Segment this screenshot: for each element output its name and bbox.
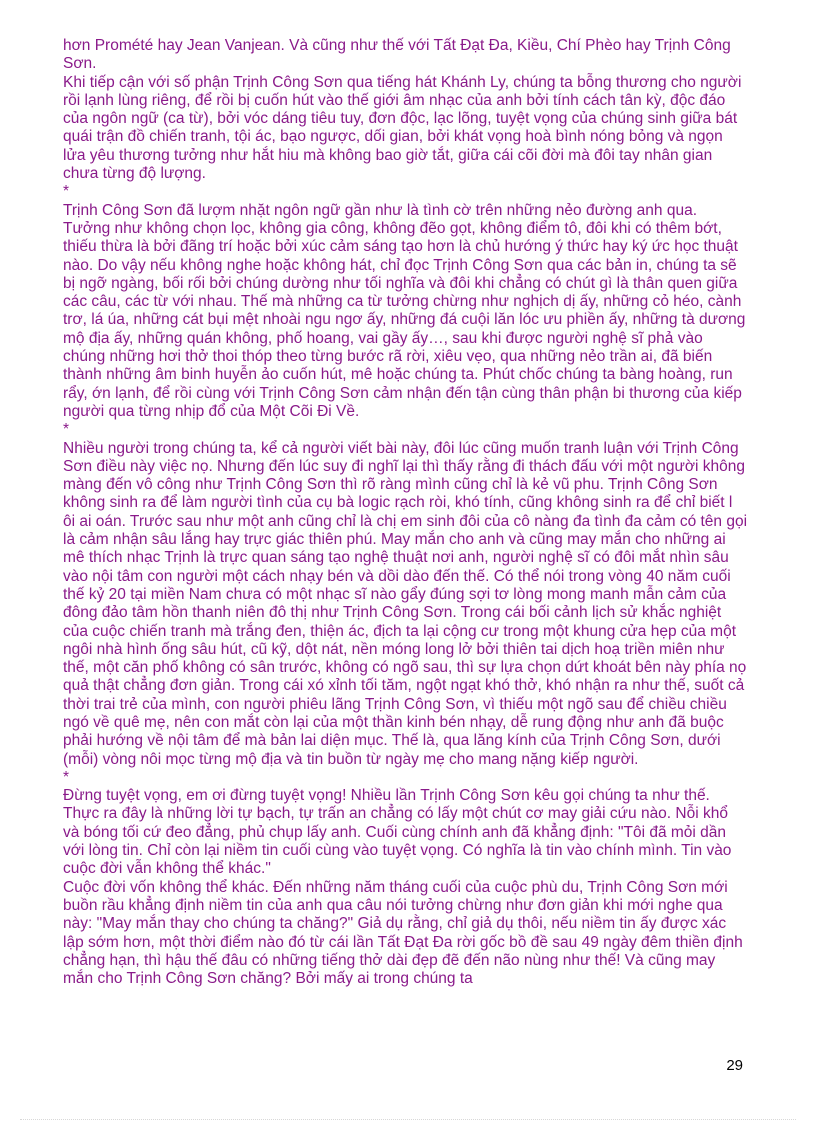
section-separator: * bbox=[63, 768, 70, 786]
paragraph-continuation: hơn Promété hay Jean Vanjean. Và cũng như thế với Tất Đạt Đa, Kiều, Chí Phèo hay Trịnh Công Sơn. bbox=[63, 37, 731, 73]
body-text bbox=[63, 37, 748, 988]
paragraph: Cuộc đời vốn không thể khác. Đến những năm tháng cuối của cuộc phù du, Trịnh Công Sơn mới buồn rầu khẳng định niềm tin của anh qua câu nói tưởng chừng như đơn giản khi mới nghe qua này: "May mắn thay cho chúng ta chăng?" Giả dụ rằng, chỉ giả dụ thôi, nếu niềm tin ấy được xác lập sớm hơn, một thời điểm nào đó từ cái lần Tất Đạt Đa rời gốc bồ đề sau 49 ngày đêm thiền định chẳng hạn, thì hậu thế đâu có những tiếng thở dài đẹp đẽ đến não nùng như thế! Và cũng may mắn cho Trịnh Công Sơn chăng? Bởi mấy ai trong chúng ta bbox=[63, 878, 743, 988]
paragraph: Trịnh Công Sơn đã lượm nhặt ngôn ngữ gần như là tình cờ trên những nẻo đường anh qua. Tưởng như không chọn lọc, không gia công, không đẽo gọt, không điểm tô, đôi khi có thêm bớt, thiếu thừa là bởi đãng trí hoặc bởi xúc cảm sáng tạo hơn là chủ hướng ý thức hay ký ức học thuật nào. Do vậy nếu không nghe hoặc không hát, chỉ đọc Trịnh Công Sơn qua các bản in, chúng ta sẽ bị ngỡ ngàng, bối rối bởi chúng dường như tối nghĩa và đôi khi chẳng có chút gì là thân quen giữa các câu, các từ với nhau. Thế mà những ca từ tưởng chừng như nghịch dị ấy, những cỏ héo, cành trơ, lá úa, những cát bụi mệt nhoài ngu ngơ ấy, những đá cuội lăn lóc ưu phiền ấy, những tà dương mộ địa ấy, những quán không, phố hoang, vai gầy ấy…, sau khi được người nghệ sĩ phả vào chúng những hơi thở thoi thóp theo từng bước rã rời, xiêu vẹo, qua những nẻo trần ai, đã biến thành những âm binh huyễn ảo cuốn hút, mê hoặc chúng ta. Phút chốc chúng ta bàng hoàng, run rẩy, ớn lạnh, để rồi cùng với Trịnh Công Sơn cảm nhận đến tận cùng thân phận bi thương của kiếp người qua từng nhịp đổ của Một Cõi Đi Về. bbox=[63, 201, 746, 420]
section-separator: * bbox=[63, 421, 70, 439]
paragraph: Đừng tuyệt vọng, em ơi đừng tuyệt vọng! Nhiều lần Trịnh Công Sơn kêu gọi chúng ta như thế. Thực ra đây là những lời tự bạch, tự trấn an chẳng có lấy một chút cơ may giải cứu nào. Nỗi khổ và bóng tối cứ đeo đẳng, phủ chụp lấy anh. Cuối cùng chính anh đã khẳng định: "Tôi đã mỏi dần với lòng tin. Chỉ còn lại niềm tin cuối cùng vào tuyệt vọng. Có nghĩa là tin vào chính mình. Tin vào cuộc đời vẫn không thể khác." bbox=[63, 787, 732, 878]
page-bottom-rule bbox=[20, 1119, 796, 1120]
paragraph: Nhiều người trong chúng ta, kể cả người viết bài này, đôi lúc cũng muốn tranh luận với Trịnh Công Sơn điều này việc nọ. Nhưng đến lúc suy đi nghĩ lại thì thấy rằng đi thách đấu với một người không màng đến vô công như Trịnh Công Sơn thì rõ ràng mình cũng chỉ là kẻ vũ phu. Trịnh Công Sơn không sinh ra để làm người tình của cụ bà logic rạch ròi, khó tính, cũng không sinh ra để chỉ biết l ôi ai oán. Trước sau như một anh cũng chỉ là chị em sinh đôi của cô nàng đa tình đa cảm có tên gọi là cảm nhận sâu lắng hay trực giác thiên phú. May mắn cho anh và cũng may mắn cho những ai mê thích nhạc Trịnh là trực quan sáng tạo nghệ thuật nơi anh, người nghệ sĩ có đôi mắt nhìn sâu vào nội tâm con người một cách nhạy bén và dồi dào đến thế. Có thể nói trong vòng 40 năm cuối thế kỷ 20 tại miền Nam chưa có một nhạc sĩ nào gẩy đúng sợi tơ lòng mong manh mẫn cảm của đông đảo tâm hồn thanh niên đô thị như Trịnh Công Sơn. Trong cái bối cảnh lịch sử khắc nghiệt của cuộc chiến tranh mà trắng đen, thiện ác, địch ta lại cộng cư trong một khung cửa hẹp của một ngôi nhà hình ống sâu hút, cũ kỹ, dột nát, nền móng long lở bởi thiên tai dịch hoạ triền miên như thế, một căn phố không có sân trước, không có ngõ sau, thì sự lựa chọn dứt khoát bên này phía nọ quả thật chẳng đơn giản. Trong cái xó xỉnh tối tăm, ngột ngạt khó thở, khó nhận ra như thế, suốt cả thời trai trẻ của mình, con người phiêu lãng Trịnh Công Sơn, vì thiếu một ngõ sau để chiều chiều ngó về quê mẹ, nên con mắt còn lại của một thần kinh bén nhạy, dễ rung động như anh đã buộc phải hướng về nội tâm để mà bản lai diện mục. Thế là, qua lăng kính của Trịnh Công Sơn, dưới (mỗi) vòng nôi mọc từng mộ địa và tin buồn từ ngày mẹ cho mang nặng kiếp người. bbox=[63, 439, 748, 768]
section-separator: * bbox=[63, 183, 70, 201]
page-number: 29 bbox=[726, 1057, 743, 1074]
paragraph: Khi tiếp cận với số phận Trịnh Công Sơn qua tiếng hát Khánh Ly, chúng ta bỗng thương cho người rồi lạnh lùng riêng, để rồi bị cuốn hút vào thế giới âm nhạc của anh bởi tính cách tân kỳ, độc đáo của ngôn ngữ (ca từ), bởi vóc dáng tiêu tuy, đơn độc, lạc lõng, tuyệt vọng của chúng sinh giữa bát quái trận đồ chiến tranh, tội ác, bạo ngược, dối gian, bởi khát vọng hoà bình nóng bỏng và ngọn lửa yêu thương tưởng như hắt hiu mà không bao giờ tắt, giữa cái cõi đời mà đôi tay nhân gian chưa từng độ lượng. bbox=[63, 73, 742, 183]
